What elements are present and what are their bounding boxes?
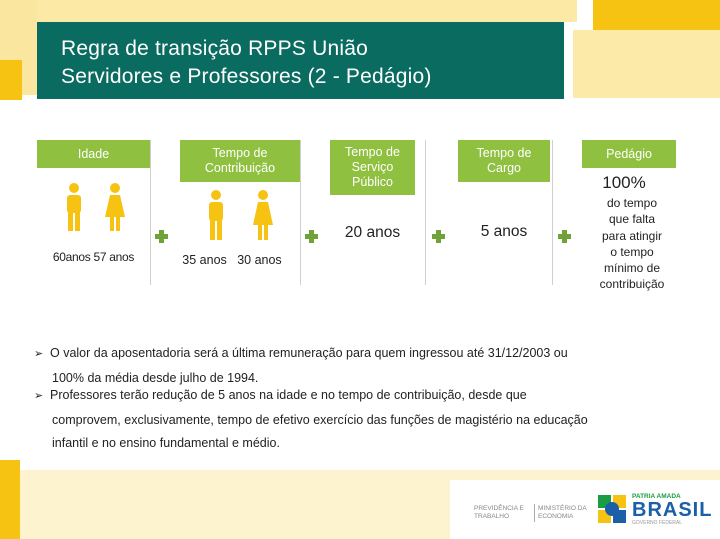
header-idade-label: Idade [77, 146, 110, 161]
plus-icon [305, 230, 318, 243]
ministry-logo [474, 505, 524, 521]
divider [425, 140, 426, 285]
header-pedagio-label: Pedágio [606, 146, 652, 161]
bullet-text: Professores terão redução de 5 anos na idade e no tempo de contribuição, desde que [50, 388, 527, 402]
bullet-item [34, 384, 670, 456]
header-contribuicao [180, 140, 300, 182]
female-person-icon [103, 183, 127, 231]
pedagio-desc-line: que falta [608, 212, 656, 227]
ministry-right-line1: MINISTÉRIO DA [538, 505, 587, 512]
title-line-1: Regra de transição RPPS União [61, 37, 368, 60]
bullet-text: 100% da média desde julho de 1994. [52, 370, 259, 385]
bottom-left-yellow-block [0, 460, 20, 539]
header-servico [330, 140, 415, 195]
bullet-text: infantil e no ensino fundamental e médio. [52, 436, 280, 450]
pedagio-percent: 100% [602, 173, 646, 192]
arrow-bullet-icon: ➢ [34, 390, 44, 402]
brand-main: BRASIL [632, 499, 713, 521]
brasil-flag-logo [598, 495, 628, 528]
plus-icon [558, 230, 571, 243]
idade-values: 60anos 57 anos [52, 250, 135, 264]
divider [300, 140, 301, 285]
bullet-text: O valor da aposentadoria será a última remuneração para quem ingressou até 31/12/2003 ou [50, 346, 568, 360]
servico-value: 20 anos [344, 224, 401, 241]
ministry-left-line2: TRABALHO [474, 513, 510, 520]
bullet-item [34, 342, 670, 390]
top-right-yellow-block [593, 0, 720, 31]
left-yellow-stripe [0, 60, 22, 100]
pedagio-desc-line: mínimo de [603, 261, 661, 276]
ministry-divider [534, 504, 535, 522]
divider [552, 140, 553, 285]
pedagio-description [582, 195, 682, 293]
arrow-bullet-icon: ➢ [34, 348, 44, 360]
header-contribuicao-line2: Contribuição [204, 161, 276, 175]
header-servico-line3: Público [352, 175, 393, 189]
ministry-left-line1: PREVIDÊNCIA E [474, 505, 524, 512]
header-idade [37, 140, 150, 168]
brand-bottom: GOVERNO FEDERAL [632, 520, 683, 526]
pedagio-desc-line: contribuição [599, 277, 665, 292]
slide-title [37, 22, 564, 99]
ministry-right-line2: ECONOMIA [538, 513, 574, 520]
pedagio-desc-line: do tempo [606, 196, 658, 210]
female-person-icon [251, 190, 275, 240]
plus-icon [432, 230, 445, 243]
header-servico-line1: Tempo de [345, 145, 400, 159]
header-contribuicao-line1: Tempo de [212, 146, 268, 160]
pedagio-desc-line: o tempo [610, 244, 654, 259]
plus-icon [155, 230, 168, 243]
ministry-economia [538, 505, 587, 521]
cargo-value: 5 anos [480, 223, 528, 240]
brand-top: PATRIA AMADA [632, 493, 681, 500]
header-cargo-line1: Tempo de [476, 146, 532, 160]
divider [150, 140, 151, 285]
right-pale-block [573, 30, 720, 98]
header-pedagio [582, 140, 676, 168]
male-person-icon [64, 183, 84, 231]
header-cargo [458, 140, 550, 182]
contribuicao-values: 35 anos 30 anos [182, 253, 282, 267]
title-line-2: Servidores e Professores (2 - Pedágio) [61, 65, 432, 88]
footer-logos [470, 491, 713, 527]
header-cargo-line2: Cargo [486, 161, 522, 175]
male-person-icon [206, 190, 226, 240]
bullet-text: comprovem, exclusivamente, tempo de efetivo exercício das funções de magistério na educação [52, 412, 588, 427]
header-servico-line2: Serviço [351, 160, 394, 174]
top-yellow-band [37, 0, 577, 22]
brand-text [632, 493, 712, 526]
pedagio-desc-line: para atingir [601, 228, 663, 243]
